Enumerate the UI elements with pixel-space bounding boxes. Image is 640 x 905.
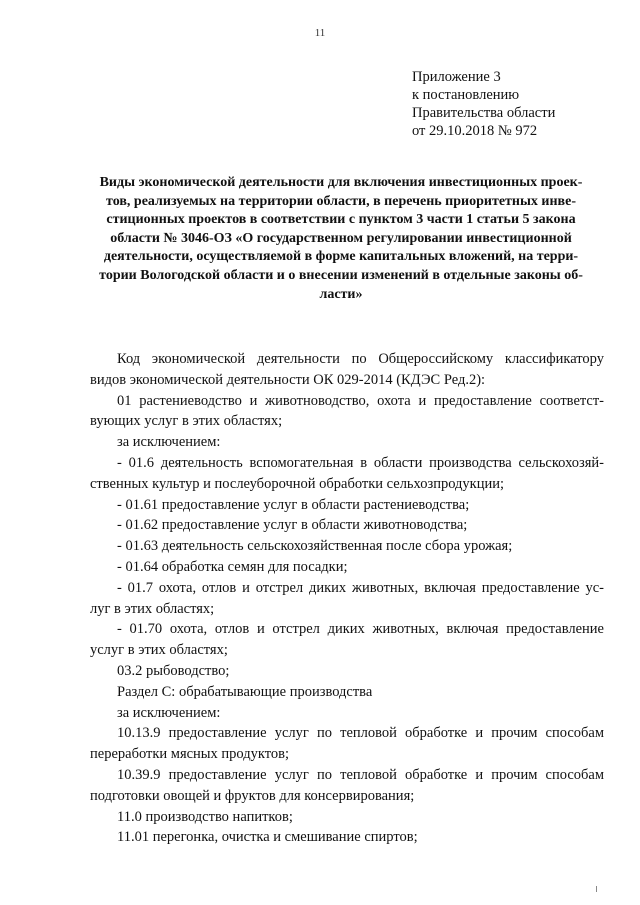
body-line: 03.2 рыбоводство; bbox=[117, 662, 230, 679]
body-line: - 01.6 деятельность вспомогательная в области производства сельскохозяй- bbox=[117, 454, 604, 471]
body-line: Код экономической деятельности по Общероссийскому классификатору bbox=[117, 351, 604, 367]
body-line: за исключением: bbox=[117, 704, 221, 721]
body-line: Раздел С: обрабатывающие производства bbox=[117, 683, 373, 700]
title-line: ласти» bbox=[319, 286, 363, 302]
body-line: вующих услуг в этих областях; bbox=[90, 413, 283, 430]
body-line: - 01.7 охота, отлов и отстрел диких животных, включая предоставление ус- bbox=[117, 579, 604, 596]
scan-margin-mark bbox=[596, 886, 597, 892]
appendix-line: от 29.10.2018 № 972 bbox=[412, 123, 538, 139]
title-line: области № 3046-ОЗ «О государственном регулировании инвестиционной bbox=[110, 230, 572, 246]
title-line: тов, реализуемых на территории области, в перечень приоритетных инве- bbox=[106, 193, 576, 209]
body-line: 01 растениеводство и животноводство, охота и предоставление соответст- bbox=[117, 392, 604, 409]
body-line: за исключением: bbox=[117, 434, 221, 451]
body-line: видов экономической деятельности ОК 029-2014 (КДЭС Ред.2): bbox=[90, 371, 486, 388]
body-line: переработки мясных продуктов; bbox=[90, 746, 290, 763]
page-number: 11 bbox=[314, 27, 326, 39]
body-line: 10.39.9 предоставление услуг по тепловой обработке и прочим способам bbox=[117, 766, 604, 783]
body-line: подготовки овощей и фруктов для консервирования; bbox=[90, 787, 415, 804]
document-title bbox=[80, 174, 602, 304]
appendix-line: Приложение 3 bbox=[412, 69, 501, 85]
title-line: стиционных проектов в соответствии с пунктом 3 части 1 статьи 5 закона bbox=[106, 212, 576, 228]
appendix-line: Правительства области bbox=[412, 105, 556, 121]
appendix-line: к постановлению bbox=[412, 87, 520, 103]
body-line: ственных культур и послеуборочной обработки сельхозпродукции; bbox=[90, 475, 505, 492]
title-line: деятельности, осуществляемой в форме капитальных вложений, на терри- bbox=[103, 249, 579, 265]
appendix-reference bbox=[412, 68, 555, 140]
body-line: - 01.62 предоставление услуг в области животноводства; bbox=[117, 517, 468, 534]
title-line: Виды экономической деятельности для включения инвестиционных проек- bbox=[99, 175, 583, 190]
body-line: 11.0 производство напитков; bbox=[117, 808, 293, 825]
body-line: луг в этих областях; bbox=[90, 600, 215, 617]
body-line: - 01.64 обработка семян для посадки; bbox=[117, 558, 348, 575]
body-line: 11.01 перегонка, очистка и смешивание спиртов; bbox=[117, 829, 418, 846]
title-line: тории Вологодской области и о внесении изменений в отдельные законы об- bbox=[99, 267, 583, 283]
body-line: - 01.70 охота, отлов и отстрел диких животных, включая предоставление bbox=[117, 621, 604, 638]
body-line: - 01.61 предоставление услуг в области растениеводства; bbox=[117, 496, 470, 513]
body-line: услуг в этих областях; bbox=[90, 642, 228, 659]
body-line: 10.13.9 предоставление услуг по тепловой обработке и прочим способам bbox=[117, 725, 604, 742]
body-line: - 01.63 деятельность сельскохозяйственная после сбора урожая; bbox=[117, 538, 513, 555]
document-body bbox=[90, 349, 604, 848]
